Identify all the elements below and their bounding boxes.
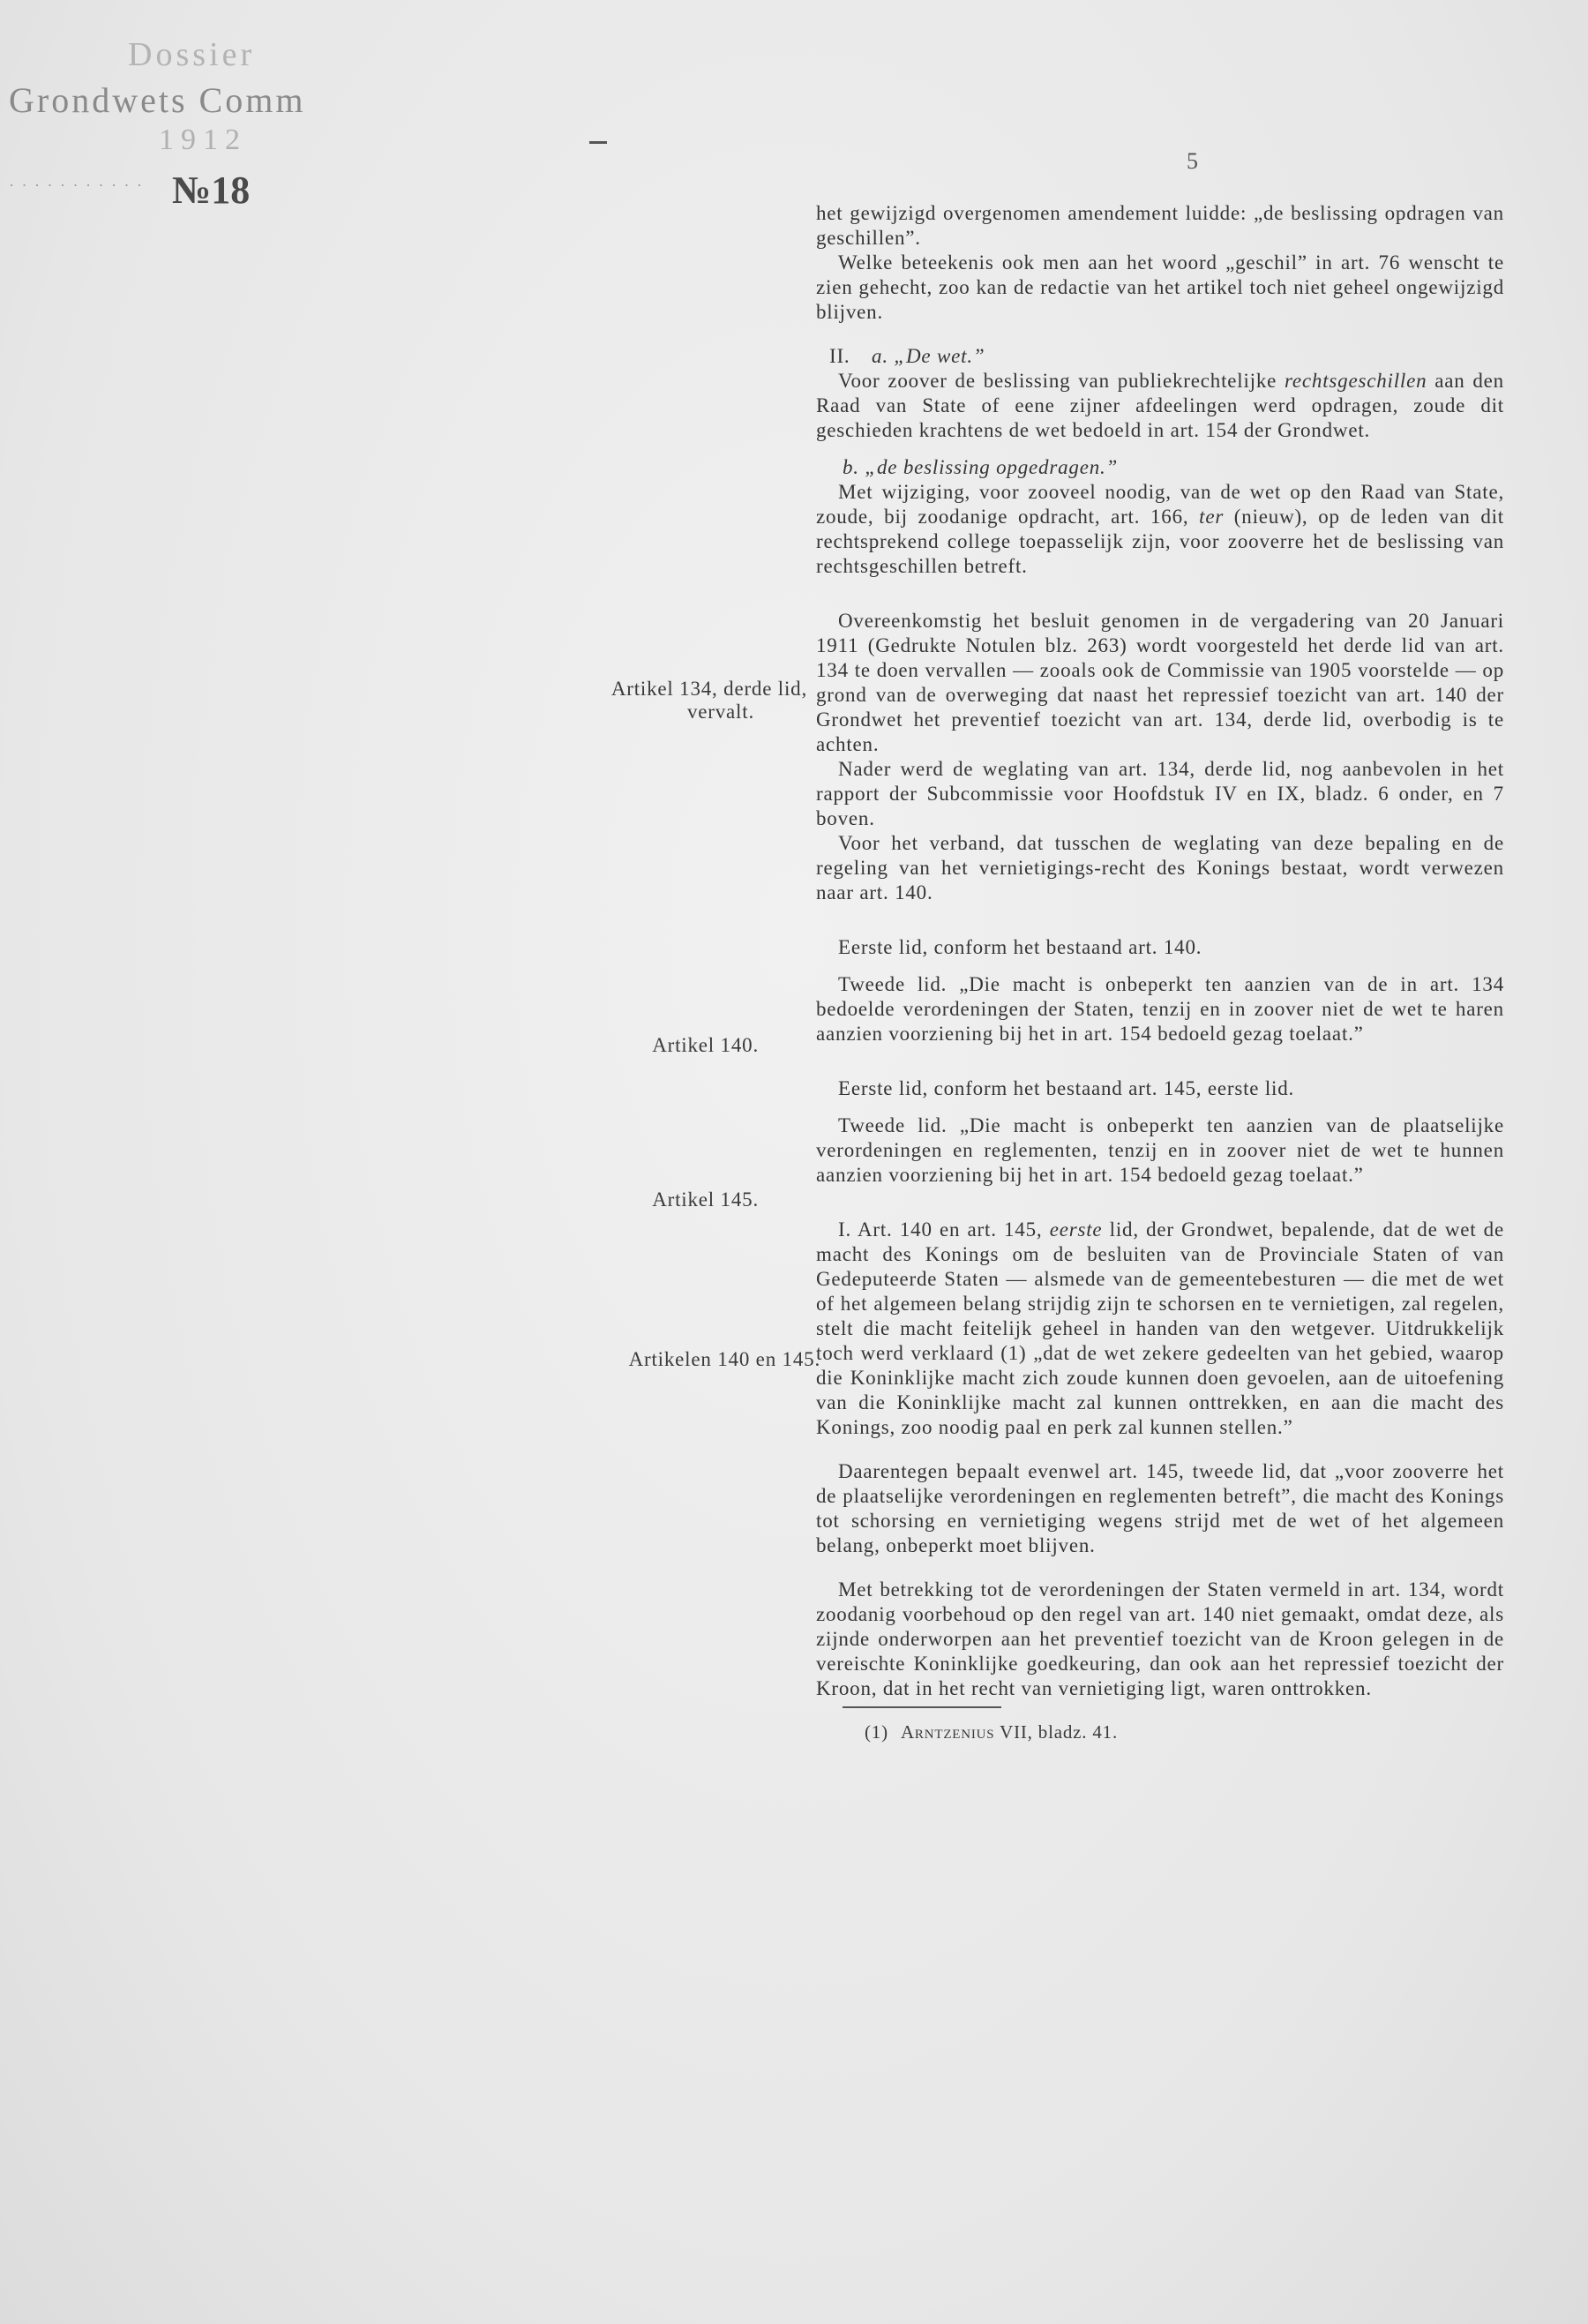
paragraph — [816, 480, 1504, 579]
text-run: Met wijziging, voor zooveel noodig, van de wet op den Raad van State, zoude, bij zoodanige opdracht, art. 166, — [816, 481, 1504, 528]
page-number: 5 — [1187, 148, 1198, 174]
text-run: (nieuw), op de leden van dit rechtsprekend college toepasselijk zijn, voor zooverre het de beslissing van rechtsgeschillen betreft. — [816, 506, 1504, 577]
archive-stamp — [0, 26, 371, 221]
paragraph: Daarentegen bepaalt evenwel art. 145, tweede lid, dat „voor zooverre het de plaatselijke verordeningen en reglementen betreft”, die macht des Konings tot schorsing en vernietiging wegens strijd met de wet of het algemeen belang, onbeperkt moet blijven. — [816, 1460, 1504, 1556]
text-run: Voor zoover de beslissing van publiekrechtelijke — [838, 370, 1285, 392]
margin-note-artikel-145: Artikel 145. — [652, 1188, 759, 1211]
margin-note-artikel-140: Artikel 140. — [652, 1034, 759, 1056]
stamp-dotted-line: · · · · · · · · · · · — [9, 176, 144, 194]
subsection-title: a. „De wet.” — [872, 345, 985, 367]
paragraph: Eerste lid, conform het bestaand art. 145, eerste lid. — [838, 1077, 1295, 1099]
paragraph: Voor het verband, dat tusschen de weglating van deze bepaling en de regeling van het vernietigings-recht des Konings bestaat, wordt verwezen naar art. 140. — [816, 832, 1504, 903]
section-number: II. — [829, 345, 850, 367]
text-run: aan den Raad van State of eene zijner afdeelingen werd opdragen, zoude dit geschieden krachtens de wet bedoeld in art. 154 der Grondwet. — [816, 370, 1504, 441]
margin-note-artikelen-140-145: Artikelen 140 en 145. — [628, 1348, 820, 1370]
paragraph: Tweede lid. „Die macht is onbeperkt ten aanzien van de in art. 134 bedoelde verordeningen der Staten, tenzij en in zoover niet de wet te haren aanzien voorziening bij het in art. 154 bedoeld gezag toelaat.” — [816, 973, 1504, 1045]
text-run-italic: ter — [1199, 506, 1225, 528]
header-dash — [589, 141, 607, 144]
margin-note-artikel-134 — [565, 678, 807, 723]
text-run: I. Art. 140 en art. 145, — [838, 1218, 1050, 1241]
footnote-rule — [843, 1706, 1001, 1708]
main-text-column — [816, 201, 1504, 1743]
footnote-author: Arntzenius — [900, 1721, 995, 1743]
paragraph: Welke beteekenis ook men aan het woord „geschil” in art. 76 wenscht te zien gehecht, zoo kan de redactie van het artikel toch niet geheel ongewijzigd blijven. — [816, 251, 1504, 323]
text-run-italic: rechtsgeschillen — [1284, 370, 1427, 392]
text-run: lid, der Grondwet, bepalende, dat de wet de macht des Konings om de besluiten van de Provinciale Staten of van Gedeputeerde Staten — alsmede van de gemeentebesturen — die met de wet of het algemeen belang strijdig zijn te schorsen en te vernietigen, zal regelen, stelt die macht feitelijk geheel in handen van den wetgever. Uitdrukkelijk toch werd verklaard (1) „dat de wet zekere gedeelten van het gebied, waarop die Koninklijke macht zich zoude kunnen doen gevoelen, aan de uitoefening van die Koninklijke macht zal kunnen onttrekken, en aan die macht des Konings, zoo noodig paal en perk zal kunnen stellen.” — [816, 1218, 1504, 1438]
paragraph: Met betrekking tot de verordeningen der Staten vermeld in art. 134, wordt zoodanig voorbehoud op den regel van art. 140 niet gemaakt, omdat deze, als zijnde onderworpen aan het preventief toezicht van de Kroon gelegen in de vereischte Koninklijke goedkeuring, dan ook aan het repressief toezicht der Kroon, dat in het recht van vernietiging ligt, waren onttrokken. — [816, 1578, 1504, 1699]
stamp-collection: Grondwets Comm — [9, 80, 306, 120]
paragraph — [816, 1218, 1504, 1440]
paragraph: Nader werd de weglating van art. 134, derde lid, nog aanbevolen in het rapport der Subcommissie voor Hoofdstuk IV en IX, bladz. 6 onder, en 7 boven. — [816, 758, 1504, 829]
stamp-dossier: Dossier — [128, 36, 256, 73]
text-run-italic: eerste — [1049, 1218, 1103, 1241]
margin-note-line: Artikel 134, derde lid, — [610, 678, 807, 700]
footnote — [865, 1721, 1504, 1743]
paragraph: Tweede lid. „Die macht is onbeperkt ten aanzien van de plaatselijke verordeningen en reglementen, tenzij en in zoover niet de wet te hunnen aanzien voorziening bij het in art. 154 bedoeld gezag toelaat.” — [816, 1114, 1504, 1186]
paragraph: het gewijzigd overgenomen amendement luidde: „de beslissing opdragen van geschillen”. — [816, 202, 1504, 249]
paragraph: Overeenkomstig het besluit genomen in de vergadering van 20 Januari 1911 (Gedrukte Notulen blz. 263) wordt voorgesteld het derde lid van art. 134 te doen vervallen — zooals ook de Commissie van 1905 voorstelde — op grond van de overweging dat naast het repressief toezicht van art. 140 der Grondwet het preventief toezicht van art. 134, derde lid, overbodig is te achten. — [816, 610, 1504, 755]
section-heading-II-a — [816, 344, 1504, 369]
paragraph: Eerste lid, conform het bestaand art. 140. — [838, 936, 1202, 958]
subsection-heading-b: b. „de beslissing opgedragen.” — [843, 456, 1119, 478]
margin-note-line: vervalt. — [686, 701, 754, 723]
stamp-year: 1912 — [159, 124, 247, 156]
footnote-marker: (1) — [865, 1721, 888, 1743]
footnote-reference: VII, bladz. 41. — [994, 1721, 1119, 1743]
stamp-number: №18 — [172, 169, 251, 212]
paragraph — [816, 369, 1504, 443]
